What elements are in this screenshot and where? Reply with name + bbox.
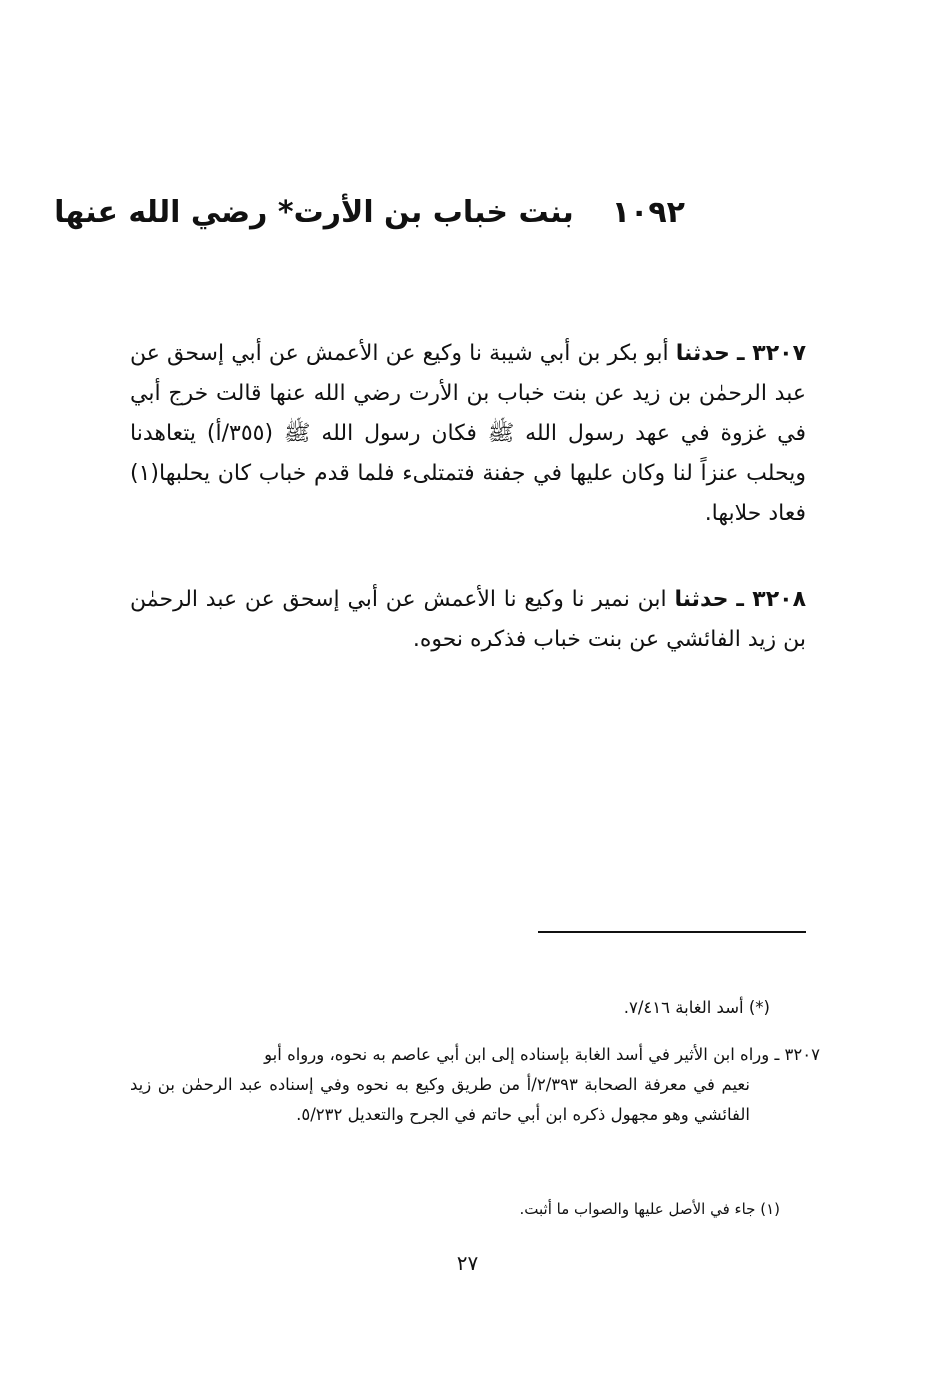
- page-number: ٢٧: [456, 1251, 479, 1275]
- hadith-text: ابن نمير نا وكيع نا الأعمش عن أبي إسحق عن عبد الرحمٰن بن زيد الفائشي عن بنت خباب فذكره نحوه.: [130, 587, 806, 652]
- footnote-separator: [538, 931, 806, 933]
- hadith-3207: [130, 334, 806, 534]
- footnote-3207-continuation: نعيم في معرفة الصحابة ٢/٣٩٣/أ من طريق وكيع به نحوه وفي إسناده عبد الرحمٰن بن زيد الفائشي وهو مجهول ذكره ابن أبي حاتم في الجرح والتعديل ٥/٢٣٢.: [130, 1075, 750, 1124]
- footnote-source: (*) أسد الغابة ٧/٤١٦.: [623, 998, 770, 1017]
- hadith-lead: حدثنا: [674, 587, 729, 612]
- hadith-number: ٣٢٠٧ ـ: [736, 341, 807, 366]
- section-heading: [54, 188, 685, 238]
- hadith-number: ٣٢٠٨ ـ: [736, 587, 807, 612]
- footnote-3207-first-line: ٣٢٠٧ ـ وراه ابن الأثير في أسد الغابة بإسناده إلى ابن أبي عاصم به نحوه، ورواه أبو: [264, 1045, 820, 1064]
- footnote-1: (١) جاء في الأصل عليها والصواب ما أثبت.: [519, 1200, 780, 1218]
- hadith-text: أبو بكر بن أبي شيبة نا وكيع عن الأعمش عن أبي إسحق عن عبد الرحمٰن بن زيد عن بنت خباب بن الأرت رضي الله عنها قالت خرج أبي في غزوة في عهد رسول الله ﷺ فكان رسول الله ﷺ (٣٥٥/أ) يتعاهدنا ويحلب عنزاً لنا وكان عليها في جفنة فتمتلىء فلما قدم خباب كان يحلبها(١) فعاد حلابها.: [130, 341, 806, 526]
- hadith-lead: حدثنا: [675, 341, 730, 366]
- section-title: بنت خباب بن الأرت* رضي الله عنها: [54, 195, 574, 230]
- section-number: ١٠٩٢: [611, 195, 685, 230]
- footnote-3207: [130, 1040, 820, 1130]
- hadith-3208: [130, 580, 806, 660]
